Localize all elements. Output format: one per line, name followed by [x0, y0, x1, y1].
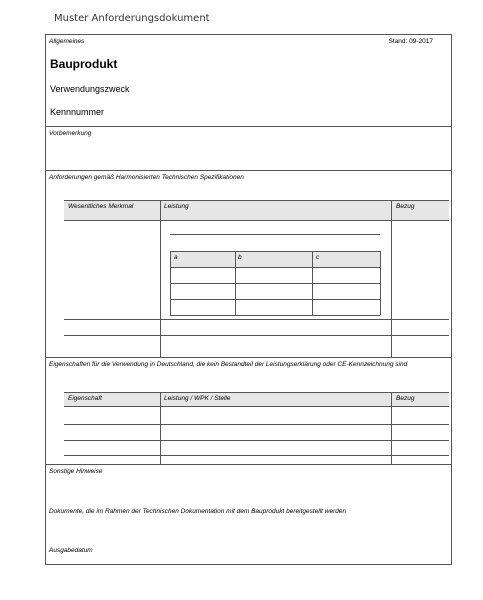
national-col-performance: Leistung / WPK / Stelle: [164, 395, 231, 402]
section-preliminary-note: [46, 127, 451, 171]
inner-col-b: b: [238, 254, 242, 261]
document-header: Muster Anforderungsdokument: [54, 13, 210, 24]
stand-date: Stand: 09-2017: [388, 38, 433, 45]
general-label: Allgemeines: [49, 38, 85, 45]
harmonized-col-reference: Bezug: [396, 203, 415, 210]
section-general: [46, 35, 451, 127]
inner-col-a: a: [174, 254, 178, 261]
inner-col-c: c: [316, 254, 320, 261]
national-col-property: Eigenschaft: [68, 395, 102, 402]
section-other: [46, 465, 451, 565]
harmonized-col-characteristic: Wesentliches Merkmal: [68, 203, 134, 210]
section-harmonized-specs: [46, 171, 451, 358]
national-col-reference: Bezug: [396, 395, 415, 402]
section-national-properties: [46, 358, 451, 465]
preliminary-note-label: Vorbemerkung: [49, 130, 92, 137]
purpose-label: Verwendungszweck: [50, 84, 130, 94]
documents-label: Dokumente, die im Rahmen der Technischen Dokumentation mit dem Bauprodukt bereitgestellt werden: [49, 508, 347, 515]
form-frame: [45, 34, 452, 565]
inner-header-shade: [170, 251, 380, 267]
id-number-label: Kennnummer: [50, 107, 105, 117]
harmonized-col-performance: Leistung: [164, 203, 189, 210]
other-notes-label: Sonstige Hinweise: [49, 468, 103, 475]
issue-date-label: Ausgabedatum: [49, 547, 93, 554]
harmonized-label: Anforderungen gemäß Harmonisierten Technischen Spezifikationen: [49, 174, 244, 181]
product-title: Bauprodukt: [50, 57, 118, 71]
national-label: Eigenschaften für die Verwendung in Deutschland, die kein Bestandteil der Leistungserklärung oder CE-Kennzeichnung sind: [49, 361, 408, 368]
